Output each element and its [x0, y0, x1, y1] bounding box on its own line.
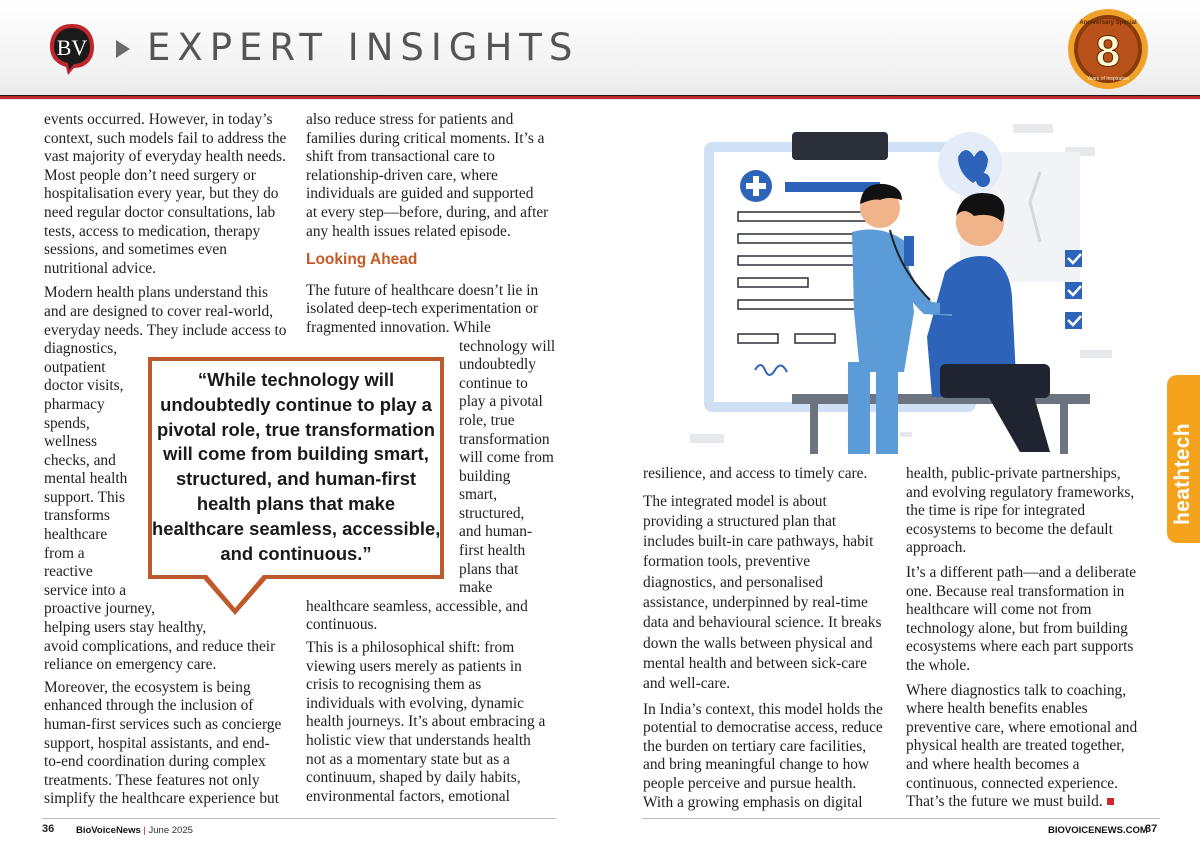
side-tab-label: heathtech [1171, 423, 1194, 525]
text-line: support. This [44, 488, 125, 506]
text-line: isolated deep-tech experimentation or [306, 300, 539, 318]
text-line: at every step—before, during, and after [306, 203, 549, 221]
col3-paragraph-2 [643, 492, 898, 695]
col2-paragraph-1 [306, 111, 561, 241]
text-line: play a pivotal [459, 393, 543, 411]
text-line: not as a momentary state but as a [306, 750, 510, 768]
text-line: sessions, and sometimes even [44, 241, 227, 259]
text-line: environmental factors, emotional [306, 787, 510, 805]
text-line: everyday needs. They include access to [44, 321, 287, 339]
footer-right [1048, 825, 1148, 836]
footer-rule-right [642, 818, 1160, 819]
text-line: physical health are treated together, [906, 737, 1125, 755]
text-line: health journeys. It’s about embracing a [306, 713, 546, 731]
anniversary-top-text: Anniversary Special [1079, 20, 1137, 26]
pull-quote [152, 368, 440, 566]
text-line: viewing users merely as patients in [306, 657, 522, 675]
col4-paragraph-1 [906, 465, 1161, 558]
footer-date: June 2025 [148, 825, 193, 836]
text-line: will come from building smart, [163, 443, 429, 465]
text-line: With a growing emphasis on digital [643, 793, 863, 811]
text-line: transforms [44, 507, 110, 525]
footer-rule-left [42, 818, 556, 819]
text-line: reliance on emergency care. [44, 656, 217, 674]
text-line: human-first services such as concierge [44, 716, 282, 733]
text-line: mental health [44, 470, 128, 488]
text-line: pivotal role, true transformation [157, 418, 435, 440]
text-line: context, such models fail to address the [44, 129, 287, 147]
col3-paragraph-1 [643, 465, 898, 484]
text-line: and where health becomes a [906, 755, 1080, 773]
doctor-patient-illustration [640, 112, 1160, 462]
text-line: and bring meaningful change to how [643, 756, 870, 774]
text-line: smart, [459, 486, 498, 504]
section-heading: Looking Ahead [306, 251, 418, 269]
text-line: shift from transactional care to [306, 148, 495, 166]
text-line: checks, and [44, 451, 116, 469]
text-line: spends, [44, 414, 90, 432]
text-line: health plans that make [196, 492, 396, 514]
text-line: one. Because real transformation in [906, 582, 1125, 600]
text-line: support, hospital assistants, and end- [44, 734, 270, 752]
text-line: to-end coordination during complex [44, 753, 266, 771]
text-line: avoid complications, and reduce their [44, 637, 276, 655]
header-arrow-icon [116, 40, 130, 58]
text-line: building [459, 467, 511, 485]
text-line: Modern health plans understand this [44, 284, 268, 302]
page-number-right: 37 [1145, 823, 1158, 835]
logo-text: BV [56, 35, 88, 60]
text-line: tests, access to medication, therapy [44, 222, 261, 240]
text-line: Moreover, the ecosystem is being [44, 678, 251, 696]
text-line: continuous, connected experience. [906, 774, 1118, 792]
text-line: simplify the healthcare experience but [44, 790, 280, 808]
text-line: health, public-private partnerships, [906, 465, 1121, 482]
text-line: includes built-in care pathways, habit [643, 533, 874, 551]
anniversary-bottom-text: Years of Inspiration [1086, 76, 1130, 82]
text-line: continue to [459, 374, 528, 392]
col2-paragraph-3 [306, 639, 561, 806]
text-line: healthcare will come not from [906, 601, 1092, 619]
text-line: wellness [44, 433, 98, 451]
section-side-tab[interactable] [1167, 375, 1200, 543]
text-line: technology alone, but from building [906, 619, 1128, 637]
text-line: from a [44, 544, 85, 562]
text-line: the time is ripe for integrated [906, 502, 1086, 520]
text-line: fragmented innovation. While [306, 318, 491, 336]
text-line: pharmacy [44, 395, 105, 413]
text-line: mental health and between sick-care [643, 654, 867, 672]
text-line: first health [459, 542, 526, 560]
biovoice-logo [48, 22, 96, 76]
text-line: need regular doctor consultations, lab [44, 203, 276, 221]
text-line: Most people don’t need surgery or [44, 166, 256, 184]
anniversary-badge [1067, 8, 1149, 90]
text-line: reactive [44, 563, 93, 581]
text-line: healthcare seamless, accessible, and [306, 597, 528, 615]
text-line: Where diagnostics talk to coaching, [906, 681, 1127, 699]
text-line: continuum, shaped by daily habits, [306, 769, 521, 787]
page-title: EXPERT INSIGHTS [147, 26, 580, 69]
text-line: relationship-driven care, where [306, 166, 498, 184]
text-line: continuous. [306, 616, 378, 634]
col3-paragraph-3 [643, 701, 898, 813]
text-line: undoubtedly continue to play a [160, 393, 432, 415]
text-line: individuals with evolving, dynamic [306, 694, 525, 712]
col1-paragraph-1 [44, 111, 299, 278]
page-number-left: 36 [42, 823, 55, 835]
column-4 [906, 465, 1161, 818]
text-line: The future of healthcare doesn’t lie in [306, 281, 539, 299]
text-line: technology will [459, 337, 556, 355]
text-line: diagnostics, [44, 340, 118, 358]
text-line: resilience, and access to timely care. [643, 465, 868, 482]
text-line: nutritional advice. [44, 259, 156, 277]
text-line: also reduce stress for patients and [306, 111, 514, 128]
text-line: In India’s context, this model holds the [643, 700, 883, 718]
text-line: plans that [459, 560, 519, 578]
text-line: potential to democratise access, reduce [643, 719, 883, 737]
text-line: outpatient [44, 358, 106, 376]
text-line: any health issues related episode. [306, 222, 511, 240]
text-line: It’s a different path—and a deliberate [906, 563, 1137, 581]
text-line: healthcare [44, 526, 108, 544]
text-line: will come from [459, 449, 554, 467]
text-line: crisis to recognising them as [306, 676, 482, 694]
column-3 [643, 465, 898, 818]
text-line: doctor visits, [44, 377, 124, 395]
text-line: enhanced through the inclusion of [44, 697, 254, 715]
text-line: events occurred. However, in today’s [44, 111, 273, 128]
text-line: and evolving regulatory frameworks, [906, 483, 1135, 501]
footer-left [76, 825, 193, 836]
text-line: treatments. These features not only [44, 771, 260, 789]
text-line: undoubtedly [459, 356, 536, 374]
text-line: structured, [459, 504, 525, 522]
text-line: structured, and human-first [175, 468, 417, 490]
text-line: make [459, 579, 493, 597]
text-line: families during critical moments. It’s a [306, 129, 545, 147]
footer-brand-left: BioVoiceNews [76, 825, 141, 836]
footer-brand-right: BIOVOICENEWS.COM [1048, 825, 1148, 836]
text-line: This is a philosophical shift: from [306, 639, 515, 657]
text-line: preventive care, where emotional and [906, 718, 1138, 736]
text-line: vast majority of everyday health needs. [44, 148, 286, 166]
text-line: role, true [459, 411, 515, 429]
text-line: people perceive and pursue health. [643, 774, 857, 792]
anniversary-number: 8 [1095, 27, 1121, 76]
text-line: helping users stay healthy, [44, 619, 207, 637]
text-line: diagnostics, and personalised [643, 573, 823, 591]
text-line: healthcare seamless, accessible, [152, 517, 441, 539]
text-line: transformation [459, 430, 550, 448]
text-line: The integrated model is about [643, 492, 827, 510]
text-line: the burden on tertiary care facilities, [643, 737, 867, 755]
text-line: holistic view that understands health [306, 732, 531, 749]
text-line: “While technology will [197, 369, 395, 390]
text-line: where health benefits enables [906, 700, 1088, 718]
text-line: service into a [44, 581, 127, 599]
col4-paragraph-3 [906, 682, 1161, 812]
text-line: formation tools, preventive [643, 553, 811, 571]
text-line: down the walls between physical and [643, 634, 873, 652]
footer-separator: | [143, 825, 146, 836]
text-line: ecosystems to become the default [906, 520, 1113, 538]
text-line: and well-care. [643, 675, 731, 693]
text-line: the whole. [906, 656, 971, 674]
header-rule [0, 95, 1200, 99]
text-line: That’s the future we must build. [906, 793, 1161, 812]
text-line: providing a structured plan that [643, 512, 837, 530]
text-line: data and behavioural science. It breaks [643, 614, 882, 632]
end-of-article-mark [1107, 798, 1114, 805]
col1-paragraph-3 [44, 679, 299, 809]
text-line: ecosystems where each part supports [906, 638, 1134, 656]
text-line: and are designed to cover real-world, [44, 302, 274, 320]
text-line: proactive journey, [44, 600, 155, 618]
text-line: and human- [459, 523, 533, 541]
text-line: hospitalisation every year, but they do [44, 185, 279, 203]
text-line: approach. [906, 539, 967, 557]
text-line: and continuous.” [220, 542, 372, 564]
pull-quote-tail [200, 575, 270, 617]
col4-paragraph-2 [906, 564, 1161, 676]
text-line: assistance, underpinned by real-time [643, 594, 868, 612]
text-line: individuals are guided and supported [306, 185, 534, 203]
